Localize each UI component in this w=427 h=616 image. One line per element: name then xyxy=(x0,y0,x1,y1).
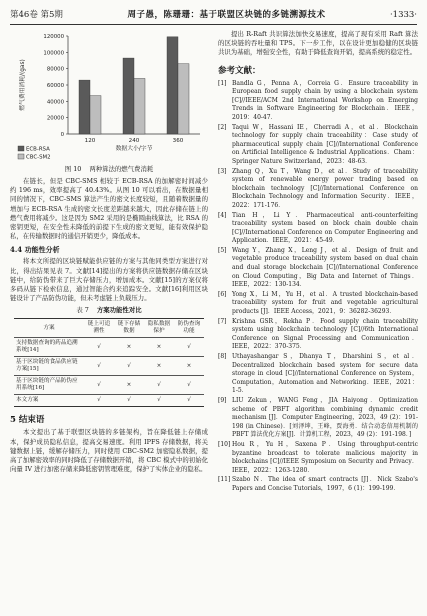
figure-number: 图 10 xyxy=(64,165,82,173)
right-column xyxy=(218,30,418,610)
legend-label: CBC-SM2 xyxy=(26,154,51,161)
reference-number: [5] xyxy=(218,246,227,254)
cell-value: × xyxy=(144,357,174,376)
reference-item xyxy=(218,353,418,396)
y-tick-label: 120000 xyxy=(43,34,64,40)
x-axis-label: 数据大小/字节 xyxy=(115,146,153,152)
cell-value: × xyxy=(174,357,204,376)
bar-ecb-rsa xyxy=(167,37,178,134)
reference-number: [4] xyxy=(218,211,227,219)
reference-number: [1] xyxy=(218,79,227,87)
paragraph-conclusion: 本文提出了基于联盟区块链的多链架构，旨在降低链上存储成本，保护成员隐私信息，提高交易速度。利用 IPFS 存储数据，将关键数据上链，缓解存储压力，同时使用 CBC-SM2 加密隐私数据，提高了加解密效率的同时降低了存储数据开销，将 CBC 模式中的初始化向量 IV 进行加密存储来降低密钥管理难度，保护了实体企业的隐私。 xyxy=(10,428,208,474)
cell-scheme: 基于区块链的食品供应链方案[15] xyxy=(14,357,84,376)
bar-cbc-sm2 xyxy=(178,64,189,134)
cell-value: √ xyxy=(114,357,144,376)
reference-text: LIU Zekun，WANG Feng，JIA Haiyong．Optimization scheme of PBFT algorithm combining dynamic credit mechanism [J]．Computer Engineering，2023，49 (2)：191-198 (in Chinese)．[刘泽坤，王峰，贾海勇．结合动态信用机制的 PBFT 算法优化方案[J]．计算机工程，2023，49 (2)：191-198．] xyxy=(232,396,418,439)
table-row xyxy=(14,395,204,407)
reference-item xyxy=(218,476,418,493)
reference-text: Wang Y，Zhang X，Leng J，et al．Design of fruit and vegetable produce traceability system based on dual chain and dual storage blockchain [C]//International Conference on Cloud Computing，Big Data and Internet of Things．IEEE，2022：130-134． xyxy=(232,246,418,289)
reference-text: Krishna GSR，Rekha P．Food supply chain traceability system using blockchain technology [C]//6th International Conference on Signal Processing and Communication．IEEE，2022：370-375． xyxy=(232,317,418,351)
cell-value: √ xyxy=(174,395,204,407)
figure-10-chart xyxy=(10,30,208,162)
cell-value: √ xyxy=(84,395,114,407)
reference-item xyxy=(218,318,418,352)
figure-10-caption xyxy=(10,164,208,173)
bar-cbc-sm2 xyxy=(90,96,101,134)
col-scheme: 方案 xyxy=(14,319,84,338)
table-title: 方案功能性对比 xyxy=(96,306,142,315)
y-tick-label: 100000 xyxy=(43,50,64,57)
cell-value: × xyxy=(144,338,174,357)
cell-scheme: 支持数据查询的药品追溯系统[14] xyxy=(14,338,84,357)
figure-title: 两种算法的燃气费消耗 xyxy=(89,165,154,173)
reference-number: [7] xyxy=(218,317,227,325)
cell-value: √ xyxy=(144,376,174,395)
cell-value: × xyxy=(114,338,144,357)
reference-item xyxy=(218,168,418,211)
cell-value: × xyxy=(114,376,144,395)
reference-text: Yong X，Li M，Yu H，et al．A trusted blockchain-based traceability system for fruit and vegetable agricultural products [J]．IEEE Access，2021，9：36282-36293． xyxy=(232,290,418,316)
reference-text: Taqui W，Hassani IE，Cherradi A，et al．Blockchain technology for supply chain traceability：Case study of pharmaceutical supply chain [C]//International Conference on Artificial Intelligence & Industrial Applications．Cham：Springer Nature Switzerland，2023：48-63． xyxy=(232,123,418,165)
page-number: ·1333· xyxy=(389,10,417,20)
issue-info: 第46卷 第5期 xyxy=(10,10,63,20)
cell-value: √ xyxy=(84,338,114,357)
table-row xyxy=(14,338,204,357)
paragraph-functional-analysis: 将本文所提的区块链赋能供应链的方案与其他同类型方案进行对比，得出结果见表 7。文献[14]提出的方案将供应链数据存储在区块链中，给防伪带来了巨大存储压力，增加成本。文献[15]的方案仅将多码从链下检索信息，通过智能合约来追踪安全。文献[16]利用区块链设计了产品防伪功能，但未考虑链上负载压力。 xyxy=(10,257,208,303)
paragraph-conclusion-cont: 提出 R-Raft 共识算法加快交易速度，提高了现有采用 Raft 算法的区块链的吞吐量和 TPS。下一步工作，以在设计更加稳健的区块链共识为基础，增强安全性，有助于降低查询开销，提高系统的稳定性。 xyxy=(218,30,418,57)
reference-text: Bandla G，Penna A，Correia G．Ensure traceability in European food supply chain by using a blockchain system [C]//IEEE/ACM 2nd International Workshop on Emerging Trends in Software Engineering for Blockchain．IEEE，2019：40-47． xyxy=(232,79,418,121)
table-row xyxy=(14,376,204,395)
y-tick-label: 20000 xyxy=(46,115,64,122)
y-axis-label: 燃气费用消耗/(gas) xyxy=(20,59,26,111)
reference-item xyxy=(218,397,418,440)
section-4-4-heading: 4.4 功能性分析 xyxy=(10,245,60,255)
col-offchain-storage: 链下存储数据 xyxy=(114,319,144,338)
reference-item xyxy=(218,441,418,475)
reference-number: [11] xyxy=(218,476,231,484)
legend-label: ECB-RSA xyxy=(26,146,50,153)
col-privacy: 隐私数据保护 xyxy=(144,319,174,338)
reference-text: Hou R，Yu H，Saxena P．Using throughput-centric byzantine broadcast to tolerate malicious majority in blockchains [C]//IEEE Symposium on Security and Privacy．IEEE，2022：1263-1280． xyxy=(232,440,418,474)
cell-value: √ xyxy=(114,395,144,407)
reference-number: [8] xyxy=(218,353,227,361)
table-7-caption xyxy=(10,305,208,314)
x-tick-label: 240 xyxy=(128,138,140,144)
reference-number: [6] xyxy=(218,290,227,298)
bar-cbc-sm2 xyxy=(134,78,145,134)
reference-number: [10] xyxy=(218,440,231,448)
running-title: 周子愚，陈珊珊：基于联盟区块链的多链溯源技术 xyxy=(127,10,326,20)
reference-item xyxy=(218,291,418,317)
table-row xyxy=(14,357,204,376)
reference-item xyxy=(218,80,418,123)
reference-text: Uthayashangar S，Dhanya T，Dharshini S，et al．Decentralized blockchain based system for secure data storage in cloud [C]//International Conference on System，Computation，Automation and Networking．IEEE，2021：1-5． xyxy=(232,353,418,395)
reference-text: Szabo N．The idea of smart contracts [J]．Nick Szabo's Papers and Concise Tutorials，1997，6 (1)：199-199． xyxy=(232,476,418,492)
reference-list xyxy=(218,80,418,494)
reference-number: [2] xyxy=(218,123,227,131)
reference-number: [3] xyxy=(218,167,227,175)
col-anticounterfeit: 防伪查询功能 xyxy=(174,319,204,338)
section-5-heading: 5 结束语 xyxy=(10,415,45,426)
bar-ecb-rsa xyxy=(79,80,90,134)
cell-value: √ xyxy=(84,357,114,376)
y-tick-label: 40000 xyxy=(46,99,64,106)
reference-text: Tian H，Li Y．Pharmaceutical anti-counterfeiting traceability system based on block chain double chain [C]//International Conference on Computer Engineering and Application．IEEE，2021：45-49． xyxy=(232,211,418,245)
paragraph-results: 在链长，但是 CBC-SMS 相较于 ECB-RSA 的加解密时间减少约 196 ms，效率提高了 40.43%。从图 10 可以看出，在数据量相同的情况下，CBC-SMS 算法产生的密文长度较短，且随着数据量的增加与 ECB-RSA 生成的密文长度差距越来越大，因此存储在链上的燃气费用将减少。这是因为 SM2 采用的是椭圆曲线算法，比 RSA 的密钥更短，在安全性未降低的前提下生成的密文更短，能有效保护隐私，在传输数据时的通信开销更少，降低成本。 xyxy=(10,177,208,241)
y-tick-label: 0 xyxy=(60,132,64,138)
running-header xyxy=(10,8,417,25)
x-tick-label: 120 xyxy=(84,138,96,144)
references-heading: 参考文献： xyxy=(218,65,261,76)
reference-item xyxy=(218,247,418,290)
x-tick-label: 360 xyxy=(172,138,184,144)
left-column xyxy=(10,30,208,610)
bar-ecb-rsa xyxy=(123,58,134,134)
cell-value: √ xyxy=(174,338,204,357)
comparison-table xyxy=(14,318,204,407)
reference-item xyxy=(218,212,418,246)
reference-number: [9] xyxy=(218,396,227,404)
cell-value: √ xyxy=(174,376,204,395)
table-number: 表 7 xyxy=(76,306,89,315)
cell-scheme: 本文方案 xyxy=(14,395,84,407)
reference-item xyxy=(218,124,418,167)
cell-value: √ xyxy=(144,395,174,407)
legend-swatch xyxy=(18,146,24,151)
gas-fee-bar-chart xyxy=(10,30,208,162)
reference-text: Zhang Q，Xu T，Wang D，et al．Study of traceability system of renewable energy power trading based on blockchain technology [C]//International Conference on Blockchain Technology and Information Security．IEEE，2022：171-176． xyxy=(232,167,418,209)
cell-value: √ xyxy=(84,376,114,395)
y-tick-label: 60000 xyxy=(46,83,64,89)
y-tick-label: 80000 xyxy=(46,66,64,73)
col-traceability: 链上可追溯性 xyxy=(84,319,114,338)
legend-swatch xyxy=(18,154,24,159)
table-header-row xyxy=(14,319,204,338)
cell-scheme: 基于区块链的产品防伪应用系统[16] xyxy=(14,376,84,395)
